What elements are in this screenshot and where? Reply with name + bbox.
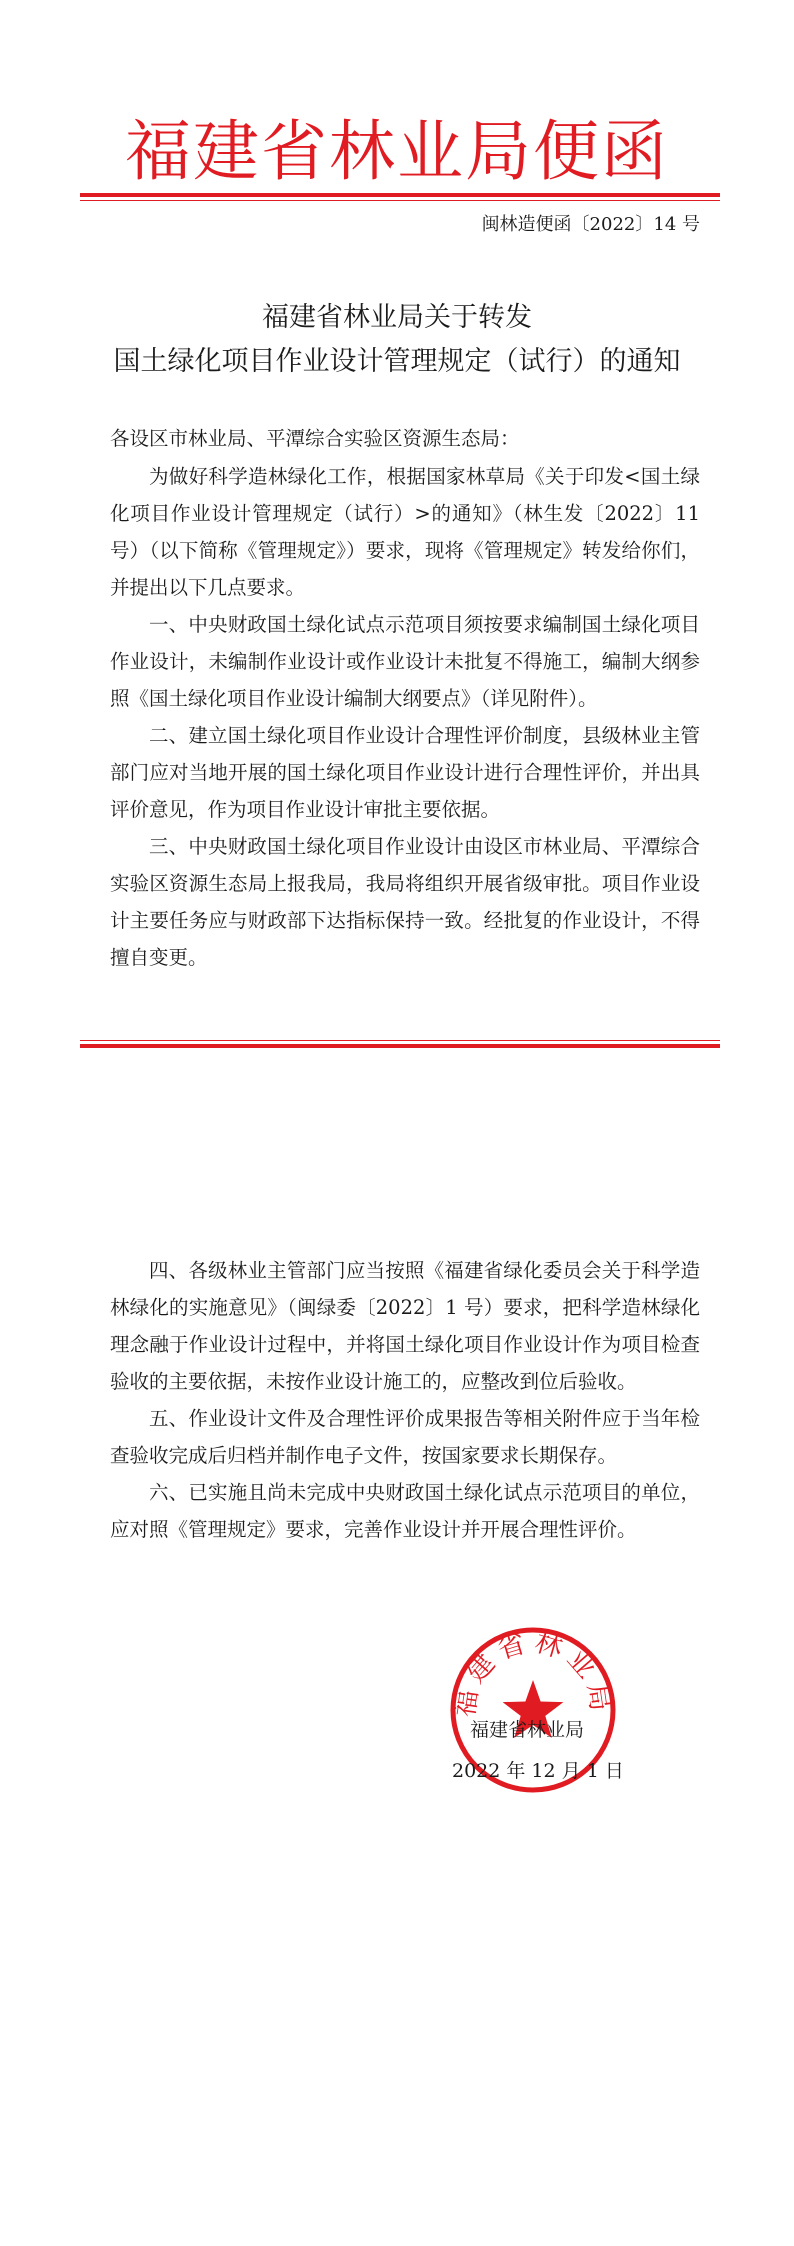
- addressee: 各设区市林业局、平潭综合实验区资源生态局：: [110, 427, 520, 450]
- page-break-divider: [80, 1040, 720, 1048]
- title-line-2: 国土绿化项目作业设计管理规定（试行）的通知: [113, 346, 681, 377]
- paragraph-item-5: 五、作业设计文件及合理性评价成果报告等相关附件应于当年检查验收完成后归档并制作电子文件，按国家要求长期保存。: [110, 1407, 700, 1467]
- paragraph-item-1: 一、中央财政国土绿化试点示范项目须按要求编制国土绿化项目作业设计，未编制作业设计或作业设计未批复不得施工，编制大纲参照《国土绿化项目作业设计编制大纲要点》（详见附件）。: [110, 613, 700, 710]
- paragraph-intro: 为做好科学造林绿化工作，根据国家林草局《关于印发<国土绿化项目作业设计管理规定（试行）>的通知》（林生发〔2022〕11 号）（以下简称《管理规定》）要求，现将《管理规定》转发给你们，并提出以下几点要求。: [110, 465, 700, 599]
- seal-text: 福建省林业局: [449, 1626, 617, 1719]
- letterhead-title: 福建省林业局便函: [125, 113, 669, 190]
- document-number: 闽林造便函〔2022〕14 号: [481, 214, 700, 235]
- paragraph-item-2: 二、建立国土绿化项目作业设计合理性评价制度，县级林业主管部门应对当地开展的国土绿化项目作业设计进行合理性评价，并出具评价意见，作为项目作业设计审批主要依据。: [110, 724, 700, 821]
- paragraph-item-4: 四、各级林业主管部门应当按照《福建省绿化委员会关于科学造林绿化的实施意见》（闽绿委〔2022〕1 号）要求，把科学造林绿化理念融于作业设计过程中，并将国土绿化项目作业设计作为项目检查验收的主要依据，未按作业设计施工的，应整改到位后验收。: [110, 1259, 700, 1393]
- letterhead-divider: [80, 193, 720, 201]
- document-title: [80, 296, 714, 384]
- paragraph-item-3: 三、中央财政国土绿化项目作业设计由设区市林业局、平潭综合实验区资源生态局上报我局，我局将组织开展省级审批。项目作业设计主要任务应与财政部下达指标保持一致。经批复的作业设计，不得擅自变更。: [110, 835, 700, 969]
- title-line-1: 福建省林业局关于转发: [262, 302, 532, 333]
- issuer-signature: 福建省林业局: [470, 1719, 585, 1741]
- body-section-page-1: [110, 458, 700, 976]
- body-section-page-2: [110, 1252, 700, 1548]
- issue-date: 2022 年 12 月 1 日: [452, 1760, 624, 1782]
- paragraph-item-6: 六、已实施且尚未完成中央财政国土绿化试点示范项目的单位，应对照《管理规定》要求，完善作业设计并开展合理性评价。: [110, 1481, 700, 1541]
